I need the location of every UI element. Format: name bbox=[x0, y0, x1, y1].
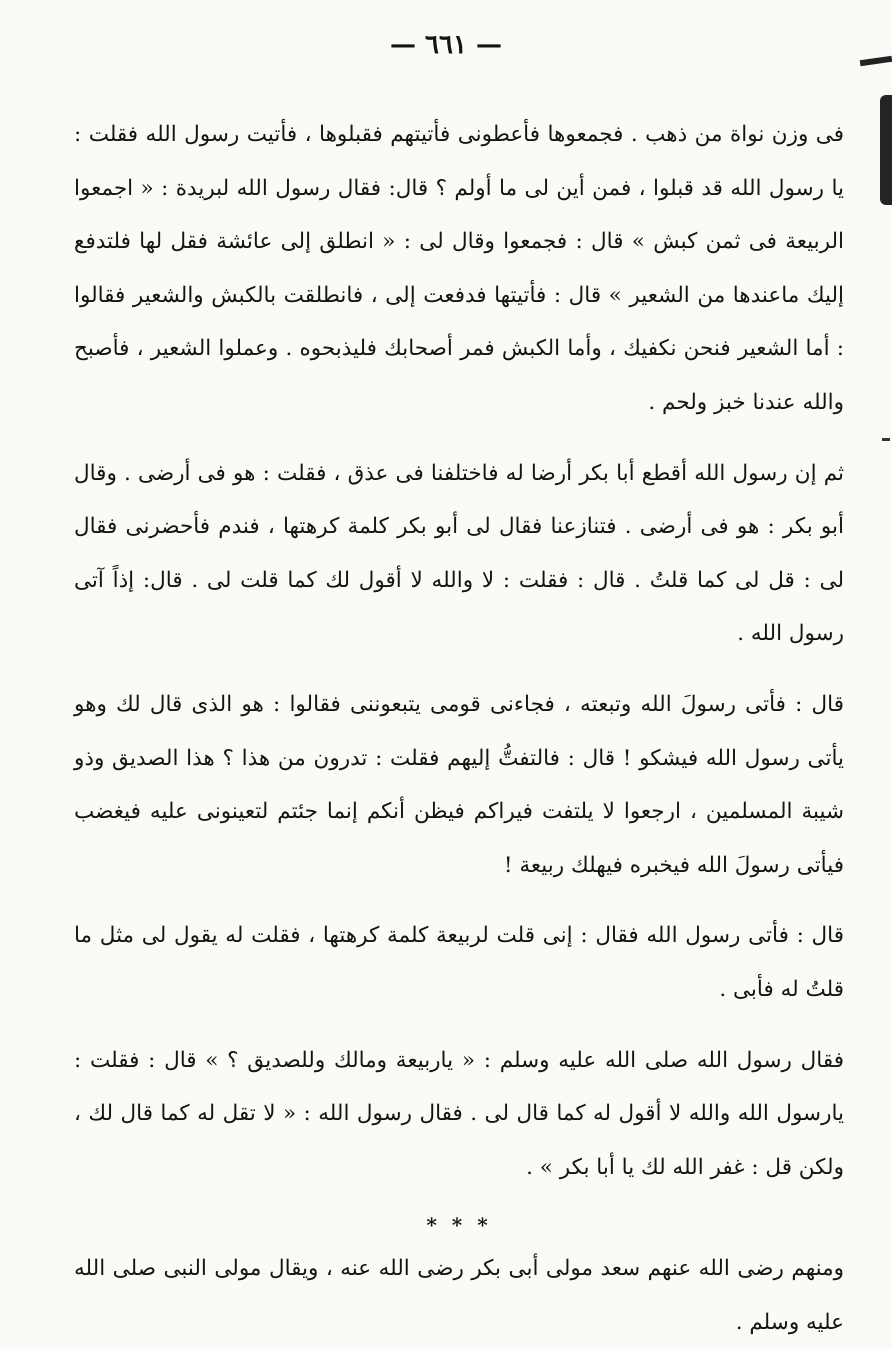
paragraph-3: قال : فأتى رسولَ الله وتبعته ، فجاءنى قومى يتبعوننى فقالوا : هو الذى قال لك وهو يأتى رسول الله فيشكو ! قال : فالتفتُّ إليهم فقلت : تدرون من هذا ؟ هذا الصديق وذو شيبة المسلمين ، ارجعوا لا يلتفت فيراكم فيظن أنكم إنما جئتم لتعينونى عليه فيغضب فيأتى رسولَ الله فيخبره فيهلك ربيعة ! bbox=[74, 691, 844, 878]
paragraph-4: قال : فأتى رسول الله فقال : إنى قلت لربيعة كلمة كرهتها ، فقلت له يقول لى مثل ما قلتُ له فأبى . bbox=[74, 923, 844, 1002]
paragraph-5: فقال رسول الله صلى الله عليه وسلم : « ياربيعة ومالك وللصديق ؟ » قال : فقلت : يارسول الله والله لا أقول له كما قال لى . فقال رسول الله : « لا تقل له كما قال لك ، ولكن قل : غفر الله لك يا أبا بكر » . bbox=[74, 1047, 844, 1180]
page-number: — ٦٦١ — bbox=[389, 30, 503, 60]
paragraph-2: ثم إن رسول الله أقطع أبا بكر أرضا له فاختلفنا فى عذق ، فقلت : هو فى أرضى . وقال أبو بكر : هو فى أرضى . فتنازعنا فقال لى أبو بكر كلمة كرهتها ، فندم فأحضرنى فقال لى : قل لى كما قلتُ . قال : فقلت : لا والله لا أقول لك كما قلت لى . قال: إذاً آتى رسول الله . bbox=[74, 460, 844, 647]
paragraph-6: ومنهم رضى الله عنهم سعد مولى أبى بكر رضى الله عنه ، ويقال مولى النبى صلى الله عليه وسلم . bbox=[74, 1256, 844, 1335]
section-separator: * * * bbox=[426, 1213, 492, 1238]
scan-tick-mark bbox=[882, 438, 890, 441]
page-body bbox=[74, 108, 844, 1349]
paragraph-1: فى وزن نواة من ذهب . فجمعوها فأعطونى فأتيتهم فقبلوها ، فأتيت رسول الله فقلت : يا رسول الله قد قبلوا ، فمن أين لى ما أولم ؟ قال: فقال رسول الله لبريدة : « اجمعوا الربيعة فى ثمن كبش » قال : فجمعوا وقال لى : « انطلق إلى عائشة فقل لها فلتدفع إليك ماعندها من الشعير » قال : فأتيتها فدفعت إلى ، فانطلقت بالكبش والشعير فقالوا : أما الشعير فنحن نكفيك ، وأما الكبش فمر أصحابك فليذبحوه . وعملوا الشعير ، فأصبح والله عندنا خبز ولحم . bbox=[74, 122, 844, 415]
scan-edge-mark bbox=[880, 95, 892, 205]
